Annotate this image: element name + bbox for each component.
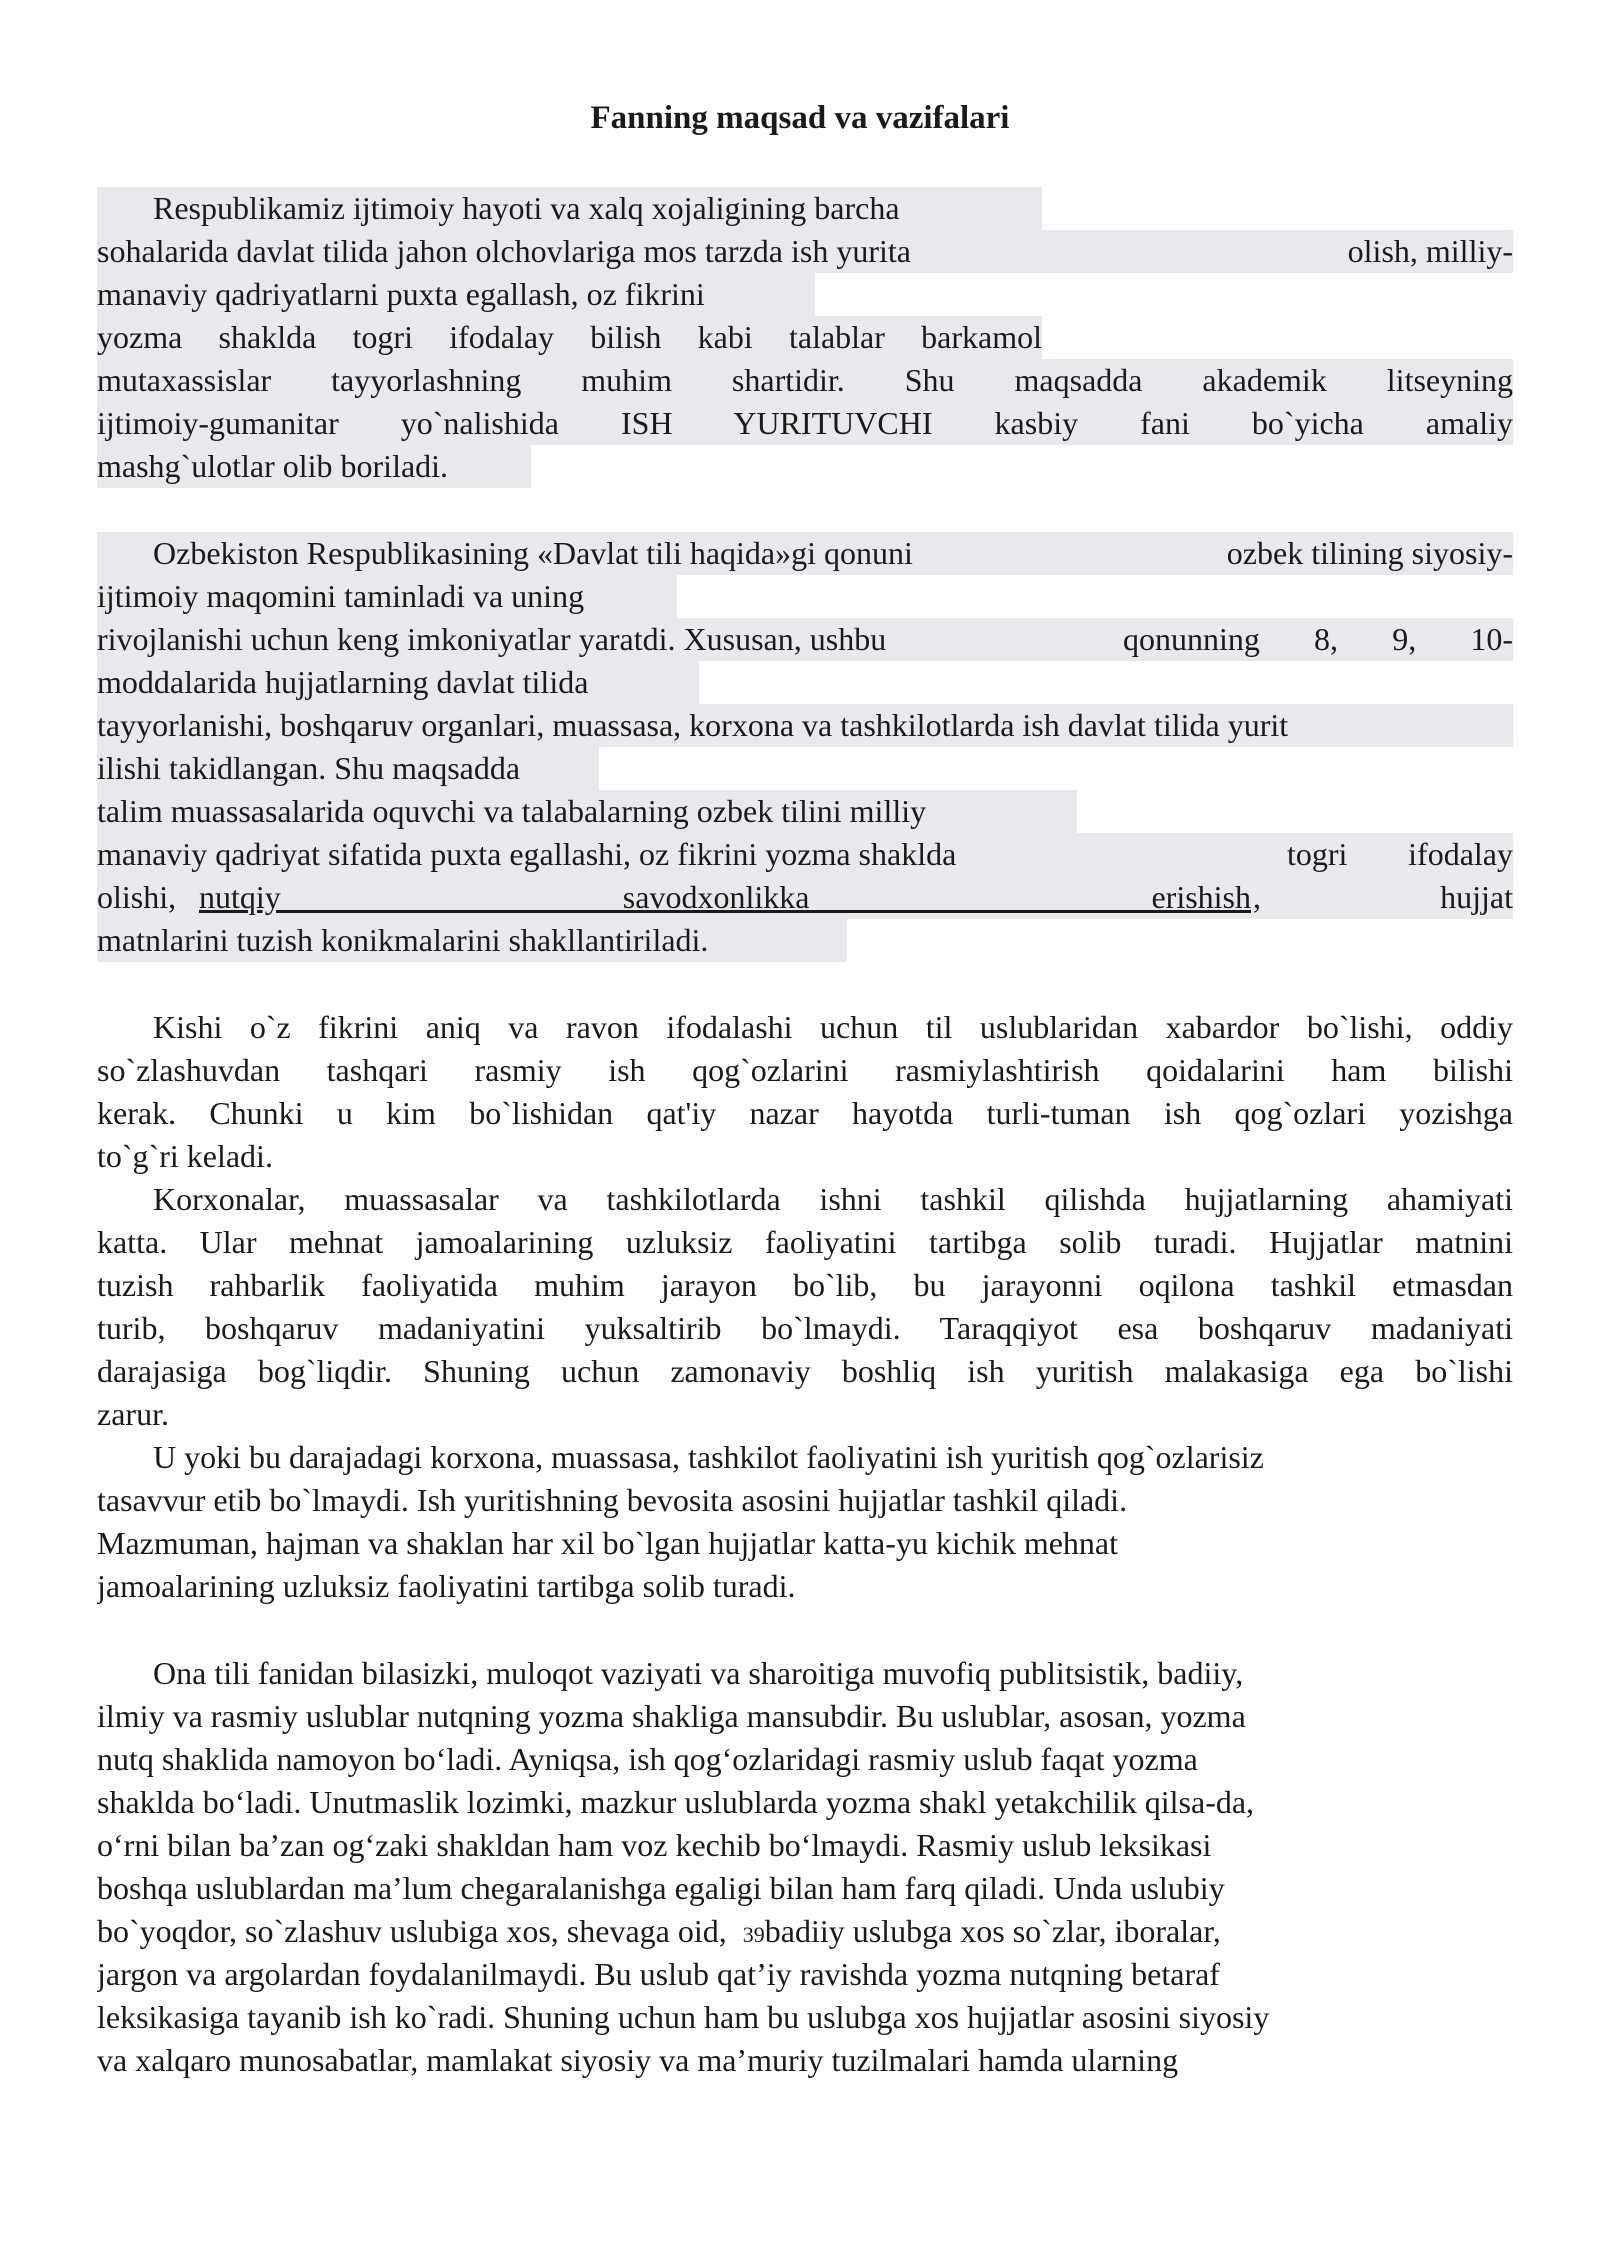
text-line: ijtimoiy-gumanitar yo`nalishida ISH YURITUVCHI kasbiy fani bo`yicha amaliy	[97, 405, 1513, 441]
text-line: zarur.	[97, 1396, 169, 1432]
text-line: manaviy qadriyat sifatida puxta egallashi, oz fikrini yozma shaklda togri ifodalay	[97, 836, 1513, 872]
text-line: darajasiga bog`liqdir. Shuning uchun zamonaviy boshliq ish yuritish malakasiga ega bo`lishi	[97, 1353, 1513, 1389]
page-number: 39	[742, 1922, 765, 1947]
text-line: Kishi o`z fikrini aniq va ravon ifodalashi uchun til uslublaridan xabardor bo`lishi, oddiy	[153, 1009, 1513, 1045]
text-line: Mazmuman, hajman va shaklan har xil bo`lgan hujjatlar katta-yu kichik mehnat	[97, 1525, 1119, 1561]
text-line: ilmiy va rasmiy uslublar nutqning yozma shakliga mansubdir. Bu uslublar, asosan, yozma	[97, 1698, 1246, 1734]
text-line: Respublikamiz ijtimoiy hayoti va xalq xojaligining barcha	[153, 190, 900, 226]
text-line: to`g`ri keladi.	[97, 1138, 273, 1174]
text-line: nutq shaklida namoyon bo‘ladi. Ayniqsa, ish qog‘ozlaridagi rasmiy uslub faqat yozma	[97, 1741, 1198, 1777]
text-line: matnlarini tuzish konikmalarini shakllantiriladi.	[97, 922, 709, 958]
text-line: olishi, nutqiy savodxonlikka erishish , hujjat	[97, 879, 1513, 915]
text-line: turib, boshqaruv madaniyatini yuksaltirib bo`lmaydi. Taraqqiyot esa boshqaruv madaniyati	[97, 1310, 1513, 1346]
text-line: shaklda bo‘ladi. Unutmaslik lozimki, mazkur uslublarda yozma shakl yetakchilik qilsa-da,	[97, 1784, 1255, 1820]
text-line: va xalqaro munosabatlar, mamlakat siyosiy va ma’muriy tuzilmalari hamda ularning	[97, 2042, 1179, 2078]
text-line: tuzish rahbarlik faoliyatida muhim jarayon bo`lib, bu jarayonni oqilona tashkil etmasdan	[97, 1267, 1513, 1303]
text-line: boshqa uslublardan ma’lum chegaralanishga egaligi bilan ham farq qiladi. Unda uslubiy	[97, 1870, 1225, 1906]
text-line: o‘rni bilan ba’zan og‘zaki shakldan ham voz kechib bo‘lmaydi. Rasmiy uslub leksikasi	[97, 1827, 1212, 1863]
text-line: jamoalarining uzluksiz faoliyatini tartibga solib turadi.	[97, 1568, 796, 1604]
text-line: mutaxassislar tayyorlashning muhim shartidir. Shu maqsadda akademik litseyning	[97, 362, 1513, 398]
text-line: leksikasiga tayanib ish ko`radi. Shuning uchun ham bu uslubga xos hujjatlar asosini siyosiy	[97, 1999, 1270, 2035]
page-title: Fanning maqsad va vazifalari	[590, 100, 1010, 136]
text-line: Ona tili fanidan bilasizki, muloqot vaziyati va sharoitiga muvofiq publitsistik, badiiy,	[153, 1655, 1244, 1691]
text-line: jargon va argolardan foydalanilmaydi. Bu uslub qat’iy ravishda yozma nutqning betaraf	[97, 1956, 1220, 1992]
text-line: sohalarida davlat tilida jahon olchovlariga mos tarzda ish yurita olish, milliy-	[97, 233, 1513, 269]
text-line: ijtimoiy maqomini taminladi va uning	[97, 578, 585, 614]
text-line: moddalarida hujjatlarning davlat tilida	[97, 664, 589, 700]
text-line: katta. Ular mehnat jamoalarining uzluksiz faoliyatini tartibga solib turadi. Hujjatlar matnini	[97, 1224, 1513, 1260]
text-line: U yoki bu darajadagi korxona, muassasa, tashkilot faoliyatini ish yuritish qog`ozlarisiz	[153, 1439, 1264, 1475]
text-line: tayyorlanishi, boshqaruv organlari, muassasa, korxona va tashkilotlarda ish davlat tilida yurit	[97, 707, 1289, 743]
text-line: talim muassasalarida oquvchi va talabalarning ozbek tilini milliy	[97, 793, 927, 829]
text-line: mashg`ulotlar olib boriladi.	[97, 448, 449, 484]
text-line: yozma shaklda togri ifodalay bilish kabi talablar barkamol	[97, 319, 1042, 355]
text-line: rivojlanishi uchun keng imkoniyatlar yaratdi. Xususan, ushbu qonunning 8, 9, 10-	[97, 621, 1513, 657]
text-line: kerak. Chunki u kim bo`lishidan qat'iy nazar hayotda turli-tuman ish qog`ozlari yozishga	[97, 1095, 1513, 1131]
text-line: tasavvur etib bo`lmaydi. Ish yuritishning bevosita asosini hujjatlar tashkil qiladi.	[97, 1482, 1128, 1518]
text-line: Ozbekiston Respublikasining «Davlat tili haqida»gi qonuni ozbek tilining siyosiy-	[153, 535, 1513, 571]
text-line: Korxonalar, muassasalar va tashkilotlarda ishni tashkil qilishda hujjatlarning ahamiyati	[153, 1181, 1513, 1217]
text-line: so`zlashuvdan tashqari rasmiy ish qog`ozlarini rasmiylashtirish qoidalarini ham bilishi	[97, 1052, 1513, 1088]
text-line: manaviy qadriyatlarni puxta egallash, oz fikrini	[97, 276, 705, 312]
text-line: ilishi takidlangan. Shu maqsadda	[97, 750, 521, 786]
text-line: bo`yoqdor, so`zlashuv uslubiga xos, shevaga oid, 39badiiy uslubga xos so`zlar, iboralar,	[97, 1913, 1221, 1949]
